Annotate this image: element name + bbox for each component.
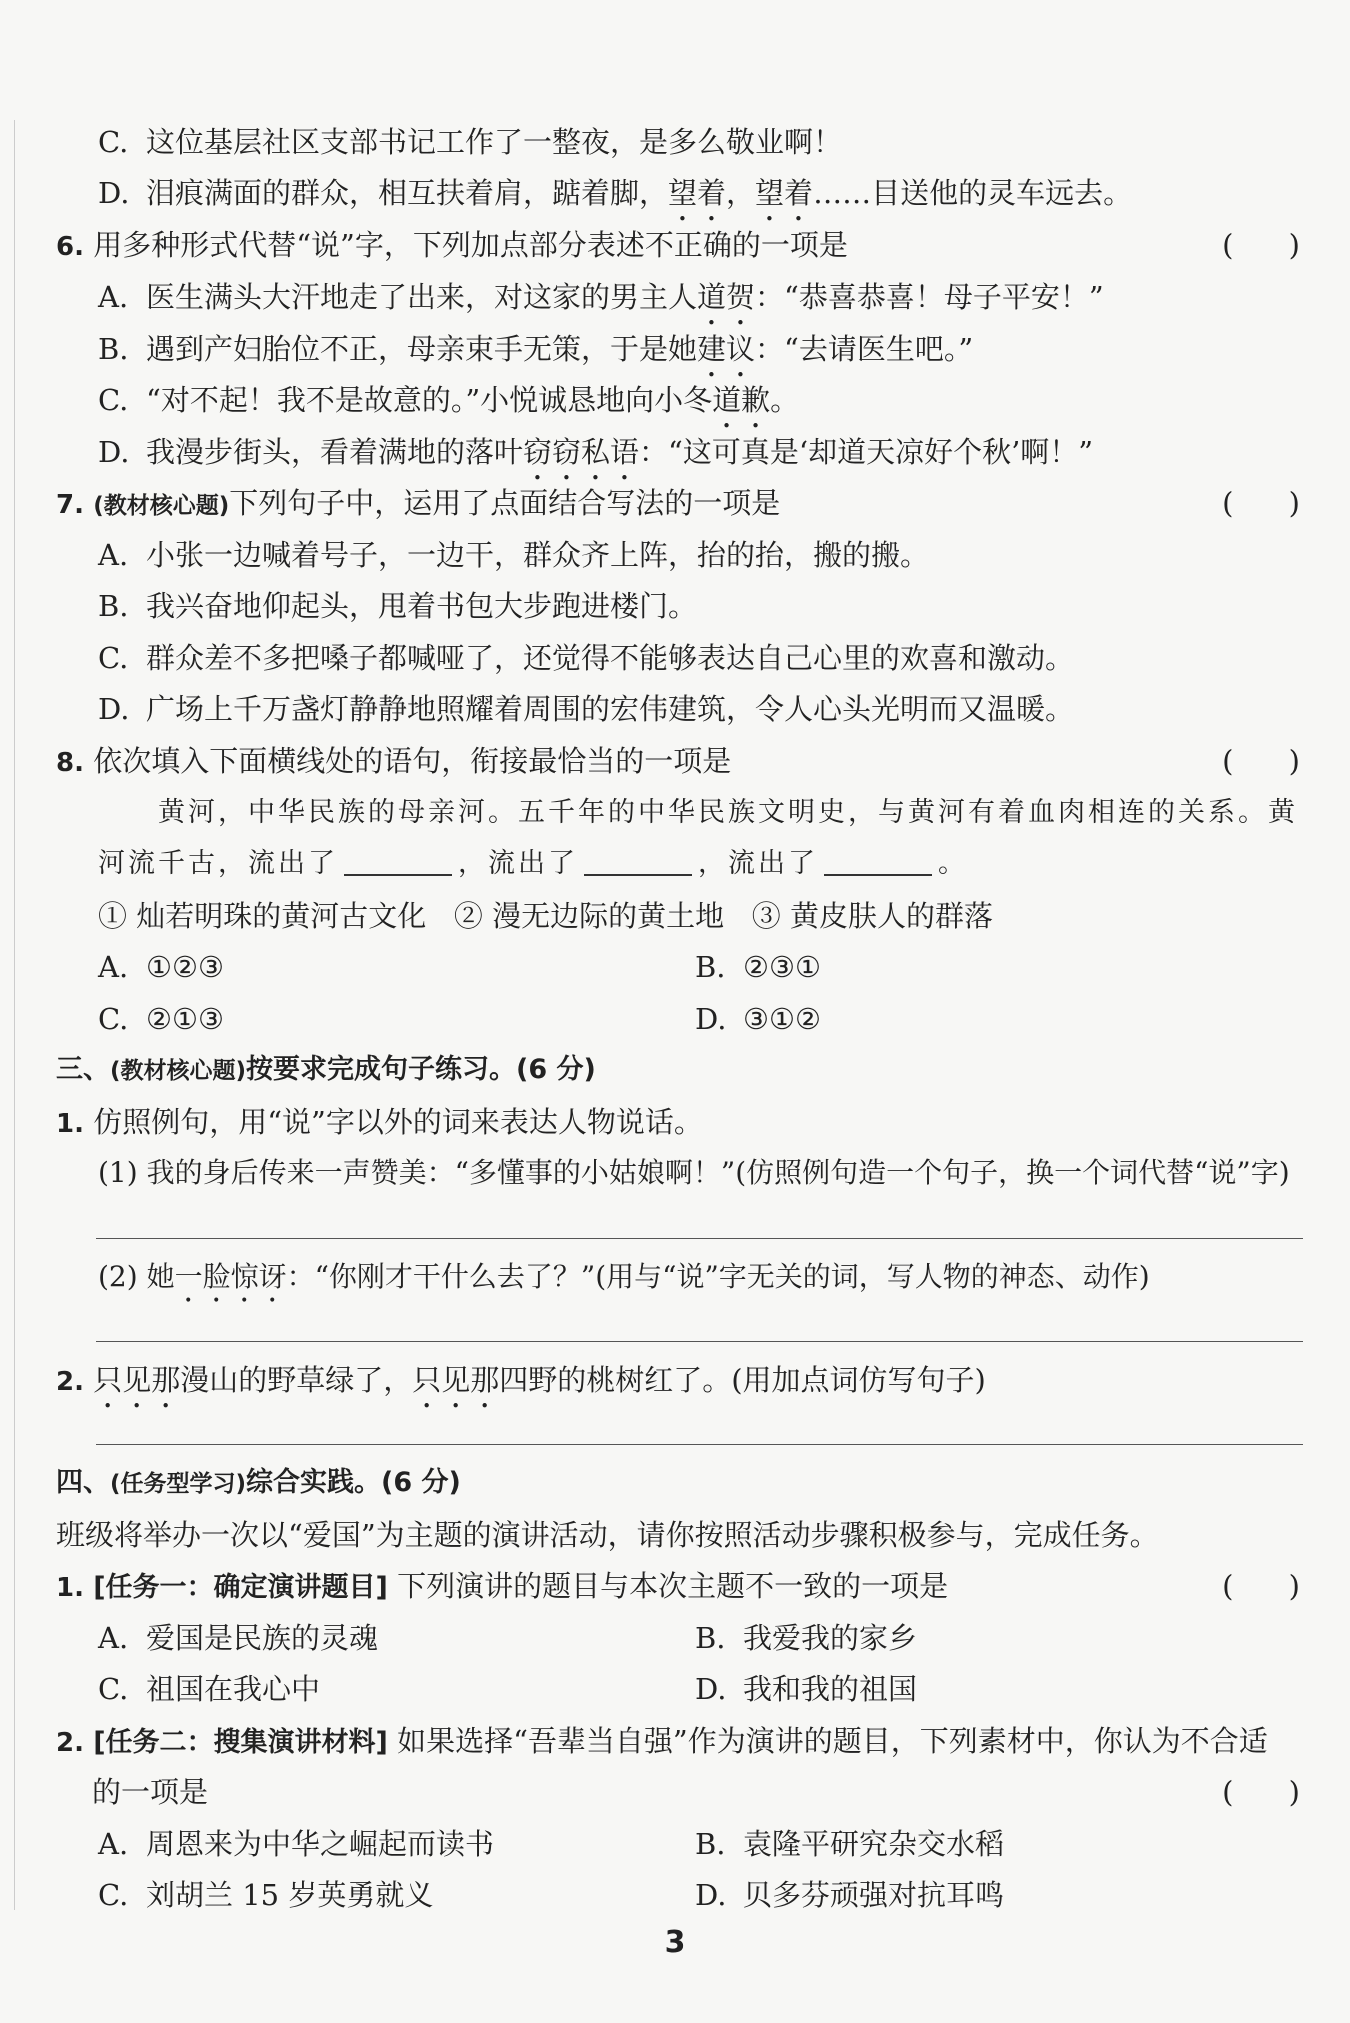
sec3-q1-2-answer-line[interactable] [96, 1341, 1303, 1342]
q6-option-c: C. “对不起！我不是故意的。”小悦诚恳地向小冬道歉。 [98, 383, 800, 417]
sec4-q1-option-b: B. 我爱我的家乡 [695, 1621, 918, 1655]
q7-option-d: D. 广场上千万盏灯静静地照耀着周围的宏伟建筑，令人心头光明而又温暖。 [98, 692, 1075, 726]
q7-option-b: B. 我兴奋地仰起头，甩着书包大步跑进楼门。 [98, 589, 698, 623]
sec4-q2-option-a: A. 周恩来为中华之崛起而读书 [98, 1827, 495, 1861]
q8-option-a: A. ①②③ [98, 950, 224, 984]
q6-option-d: D. 我漫步街头，看着满地的落叶窃窃私语：“这可真是‘却道天凉好个秋’啊！” [98, 435, 1094, 469]
q8-answer-paren[interactable]: ( ) [1222, 744, 1300, 778]
q5-option-d: D. 泪痕满面的群众，相互扶着肩，踮着脚，望着，望着……目送他的灵车远去。 [98, 176, 1133, 210]
q8-passage-line1: 黄河，中华民族的母亲河。五千年的中华民族文明史，与黄河有着血肉相连的关系。黄 [158, 797, 1298, 828]
sec4-q2-option-c: C. 刘胡兰 15 岁英勇就义 [98, 1878, 434, 1912]
q6-option-b: B. 遇到产妇胎位不正，母亲束手无策，于是她建议：“去请医生吧。” [98, 332, 974, 366]
q8-passage-line2: 河流千古，流出了 ，流出了 ，流出了 。 [98, 848, 968, 879]
sec3-q1-2: (2) 她一脸惊讶：“你刚才干什么去了？”(用与“说”字无关的词，写人物的神态、动作) [98, 1260, 1150, 1293]
sec4-intro: 班级将举办一次以“爱国”为主题的演讲活动，请你按照活动步骤积极参与，完成任务。 [56, 1518, 1159, 1552]
q8-blank-1[interactable] [344, 846, 452, 876]
section-4-heading: 四、(任务型学习)综合实践。(6 分) [56, 1467, 461, 1498]
sec4-q2-option-d: D. 贝多芬顽强对抗耳鸣 [695, 1878, 1005, 1912]
sec3-q1-1-answer-line[interactable] [96, 1238, 1303, 1239]
sec4-q1-option-c: C. 祖国在我心中 [98, 1672, 321, 1706]
sec4-q2-answer-paren[interactable]: ( ) [1222, 1775, 1300, 1809]
q7-answer-paren[interactable]: ( ) [1222, 486, 1300, 520]
sec4-q2-stem: 2. [任务二：搜集演讲材料] 如果选择“吾辈当自强”作为演讲的题目，下列素材中，你认为不合适 [56, 1724, 1268, 1758]
page-number: 3 [664, 1925, 686, 1960]
section-3-heading: 三、(教材核心题)按要求完成句子练习。(6 分) [56, 1054, 596, 1085]
q8-stem: 8. 依次填入下面横线处的语句，衔接最恰当的一项是 [56, 744, 732, 778]
q6-option-a: A. 医生满头大汗地走了出来，对这家的男主人道贺：“恭喜恭喜！母子平安！” [98, 280, 1104, 314]
sec4-q1-stem: 1. [任务一：确定演讲题目] 下列演讲的题目与本次主题不一致的一项是 [56, 1569, 949, 1603]
q6-stem: 6. 用多种形式代替“说”字，下列加点部分表述不正确的一项是 [56, 228, 848, 262]
sec3-q2-answer-line[interactable] [96, 1444, 1303, 1445]
q8-choices: ① 灿若明珠的黄河古文化 ② 漫无边际的黄土地 ③ 黄皮肤人的群落 [98, 899, 993, 933]
q8-option-c: C. ②①③ [98, 1002, 224, 1036]
q5-option-c: C. 这位基层社区支部书记工作了一整夜，是多么敬业啊！ [98, 125, 843, 159]
q7-stem: 7. (教材核心题)下列句子中，运用了点面结合写法的一项是 [56, 486, 781, 520]
sec4-q2-option-b: B. 袁隆平研究杂交水稻 [695, 1827, 1005, 1861]
sec3-q2-stem: 2. 只见那漫山的野草绿了，只见那四野的桃树红了。(用加点词仿写句子) [56, 1363, 986, 1397]
sec4-q1-option-d: D. 我和我的祖国 [695, 1672, 918, 1706]
sec3-q1-stem: 1. 仿照例句，用“说”字以外的词来表达人物说话。 [56, 1105, 703, 1139]
q6-answer-paren[interactable]: ( ) [1222, 228, 1300, 262]
sec4-q1-answer-paren[interactable]: ( ) [1222, 1569, 1300, 1603]
q8-option-b: B. ②③① [695, 950, 821, 984]
q7-option-c: C. 群众差不多把嗓子都喊哑了，还觉得不能够表达自己心里的欢喜和激动。 [98, 641, 1075, 675]
page-edge [14, 120, 15, 1910]
q8-blank-3[interactable] [824, 846, 932, 876]
sec3-q1-1: (1) 我的身后传来一声赞美：“多懂事的小姑娘啊！”(仿照例句造一个句子，换一个词代替“说”字) [98, 1156, 1290, 1189]
q8-blank-2[interactable] [584, 846, 692, 876]
sec4-q1-option-a: A. 爱国是民族的灵魂 [98, 1621, 379, 1655]
q8-option-d: D. ③①② [695, 1002, 821, 1036]
q7-option-a: A. 小张一边喊着号子，一边干，群众齐上阵，抬的抬，搬的搬。 [98, 538, 930, 572]
sec4-q2-stem-cont: 的一项是 [92, 1775, 209, 1809]
